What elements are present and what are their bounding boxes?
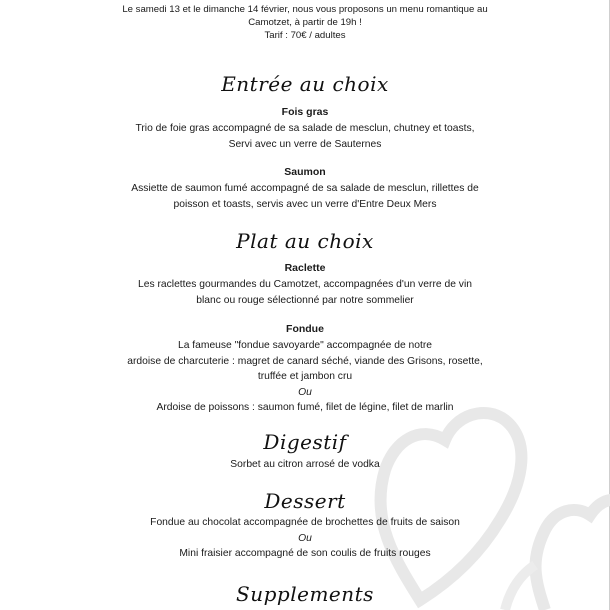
- dish-name: Saumon: [284, 166, 326, 178]
- section-title-entree: Entrée au choix: [221, 72, 389, 96]
- dish-description: Fondue au chocolat accompagnée de brochettes de fruits de saison Ou Mini fraisier accompagné de son coulis de fruits rouges: [0, 515, 610, 562]
- dish-description: Trio de foie gras accompagné de sa salade de mesclun, chutney et toasts, Servi avec un verre de Sauternes: [135, 123, 475, 150]
- dish-description: La fameuse "fondue savoyarde" accompagnée de notre ardoise de charcuterie : magret de canard séché, viande des Grisons, rosette, truffée et jambon cru Ou Ardoise de poissons : saumon fumé, filet de légine, filet de marlin: [0, 338, 610, 416]
- dish-description: Les raclettes gourmandes du Camotzet, accompagnées d'un verre de vin blanc ou rouge sélectionné par notre sommelier: [138, 279, 472, 306]
- intro-line: Le samedi 13 et le dimanche 14 février, nous vous proposons un menu romantique au: [122, 4, 488, 15]
- section-title-supplements: Supplements: [236, 582, 374, 606]
- dish-name: Fois gras: [281, 106, 329, 118]
- section-title-digestif: Digestif: [263, 430, 347, 454]
- or-separator: Ou: [298, 532, 312, 544]
- dish-name: Raclette: [284, 262, 326, 274]
- section-title-plat: Plat au choix: [236, 229, 374, 253]
- or-separator: Ou: [298, 386, 312, 398]
- dish-description: Assiette de saumon fumé accompagné de sa salade de mesclun, rillettes de poisson et toasts, servis avec un verre d'Entre Deux Mers: [131, 183, 479, 210]
- dish-description: Sorbet au citron arrosé de vodka: [230, 459, 380, 470]
- intro-line: Camotzet, à partir de 19h !: [248, 17, 362, 28]
- section-title-dessert: Dessert: [264, 489, 346, 513]
- dish-name: Fondue: [286, 323, 324, 335]
- price-line: Tarif : 70€ / adultes: [264, 30, 346, 41]
- intro-text: [120, 3, 490, 42]
